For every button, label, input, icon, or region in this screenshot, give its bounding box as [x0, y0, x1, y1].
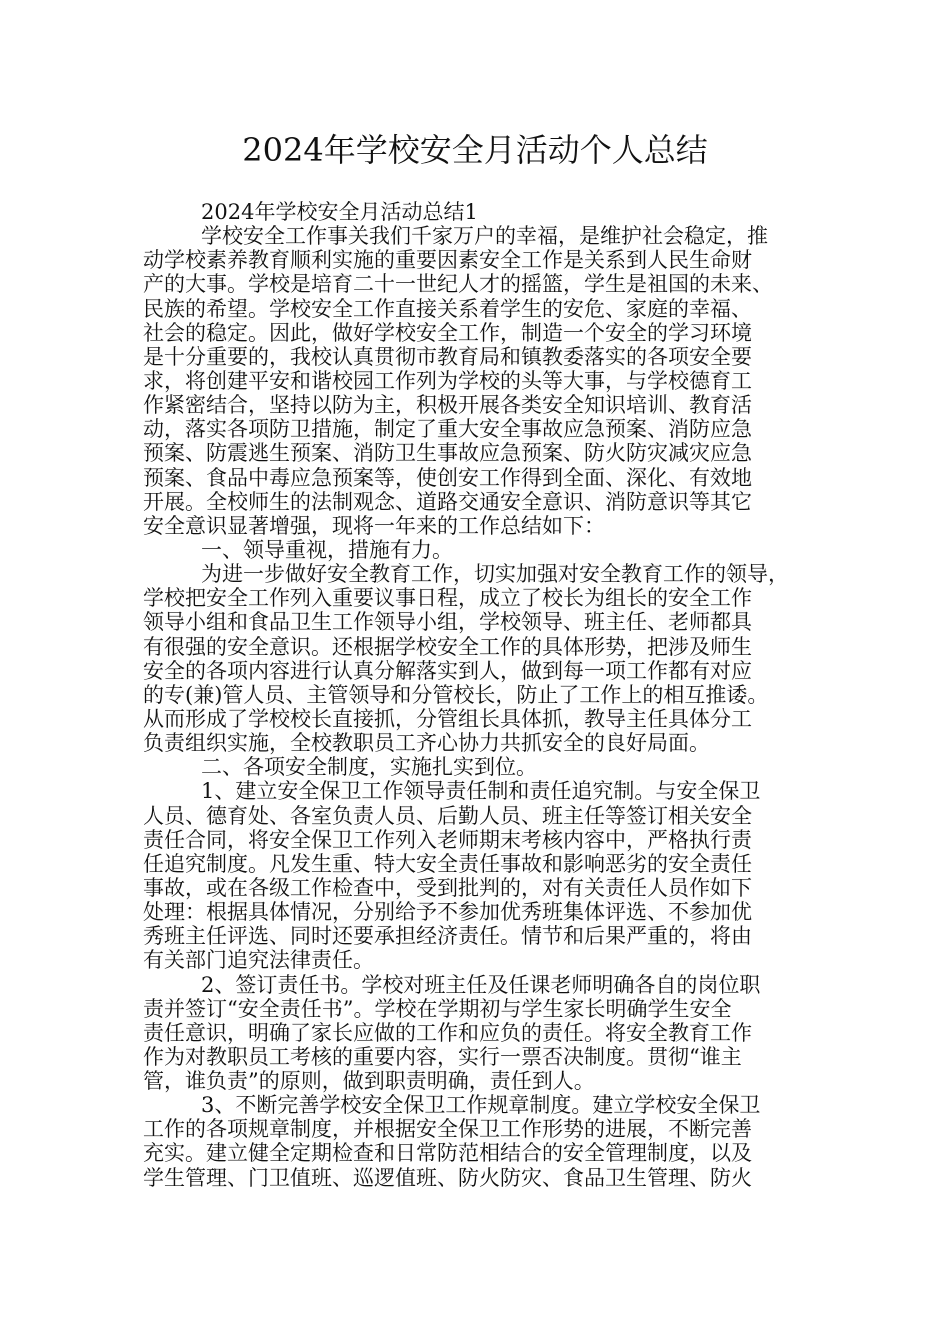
- body-text-line: 开展。全校师生的法制观念、道路交通安全意识、消防意识等其它: [143, 489, 752, 514]
- body-text-line: 是十分重要的，我校认真贯彻市教育局和镇教委落实的各项安全要: [143, 344, 752, 369]
- body-text-line: 处理：根据具体情况，分别给予不参加优秀班集体评选、不参加优: [143, 900, 752, 925]
- body-text-line: 任追究制度。凡发生重、特大安全责任事故和影响恶劣的安全责任: [143, 851, 752, 876]
- body-text-line: 二、各项安全制度，实施扎实到位。: [201, 755, 537, 780]
- body-text-line: 作为对教职员工考核的重要内容，实行一票否决制度。贯彻“谁主: [143, 1044, 742, 1069]
- body-text-line: 社会的稳定。因此，做好学校安全工作，制造一个安全的学习环境: [143, 320, 752, 345]
- body-text-line: 人员、德育处、各室负责人员、后勤人员、班主任等签订相关安全: [143, 803, 752, 828]
- body-text-line: 2024年学校安全月活动总结1: [201, 200, 478, 224]
- body-text-line: 作紧密结合，坚持以防为主，积极开展各类安全知识培训、教育活: [143, 393, 752, 418]
- body-text-line: 安全的各项内容进行认真分解落实到人，做到每一项工作都有对应: [143, 658, 752, 683]
- body-text-line: 3、不断完善学校安全保卫工作规章制度。建立学校安全保卫: [201, 1093, 761, 1118]
- body-text-line: 责并签订“安全责任书”。学校在学期初与学生家长明确学生安全: [143, 996, 732, 1021]
- body-text-line: 预案、防震逃生预案、消防卫生事故应急预案、防火防灾减灾应急: [143, 441, 752, 466]
- body-text-line: 求，将创建平安和谐校园工作列为学校的头等大事，与学校德育工: [143, 368, 752, 393]
- document-title: 2024年学校安全月活动个人总结: [242, 131, 708, 169]
- body-text-line: 学校安全工作事关我们千家万户的幸福，是维护社会稳定，推: [201, 224, 768, 249]
- body-text-line: 负责组织实施，全校教职员工齐心协力共抓安全的良好局面。: [143, 731, 710, 756]
- body-text-line: 一、领导重视，措施有力。: [201, 537, 453, 562]
- body-text-line: 的专(兼)管人员、主管领导和分管校长，防止了工作上的相互推诿。: [143, 682, 769, 707]
- body-text-line: 学生管理、门卫值班、巡逻值班、防火防灾、食品卫生管理、防火: [143, 1165, 752, 1190]
- body-text-line: 有关部门追究法律责任。: [143, 948, 374, 973]
- body-text-line: 有很强的安全意识。还根据学校安全工作的具体形势，把涉及师生: [143, 634, 752, 659]
- body-text-line: 产的大事。学校是培育二十一世纪人才的摇篮，学生是祖国的未来、: [143, 272, 773, 297]
- body-text-line: 责任意识，明确了家长应做的工作和应负的责任。将安全教育工作: [143, 1020, 752, 1045]
- body-text-line: 秀班主任评选、同时还要承担经济责任。情节和后果严重的，将由: [143, 924, 752, 949]
- body-text-line: 动学校素养教育顺利实施的重要因素安全工作是关系到人民生命财: [143, 248, 752, 273]
- body-text-line: 2、签订责任书。学校对班主任及任课老师明确各自的岗位职: [201, 972, 761, 997]
- body-text-line: 动，落实各项防卫措施，制定了重大安全事故应急预案、消防应急: [143, 417, 752, 442]
- body-text-line: 为进一步做好安全教育工作，切实加强对安全教育工作的领导，: [201, 562, 789, 587]
- body-text-line: 充实。建立健全定期检查和日常防范相结合的安全管理制度，以及: [143, 1141, 752, 1166]
- body-text-line: 领导小组和食品卫生工作领导小组，学校领导、班主任、老师都具: [143, 610, 752, 635]
- body-text-line: 工作的各项规章制度，并根据安全保卫工作形势的进展，不断完善: [143, 1117, 752, 1142]
- body-text-line: 事故，或在各级工作检查中，受到批判的，对有关责任人员作如下: [143, 875, 752, 900]
- document-body: [143, 200, 823, 1190]
- body-text-line: 从而形成了学校校长直接抓，分管组长具体抓，教导主任具体分工: [143, 706, 752, 731]
- body-text-line: 1、建立安全保卫工作领导责任制和责任追究制。与安全保卫: [201, 779, 761, 804]
- body-text-line: 责任合同，将安全保卫工作列入老师期末考核内容中，严格执行责: [143, 827, 752, 852]
- body-text-line: 安全意识显著增强，现将一年来的工作总结如下：: [143, 513, 605, 538]
- body-text-line: 预案、食品中毒应急预案等，使创安工作得到全面、深化、有效地: [143, 465, 752, 490]
- body-text-line: 学校把安全工作列入重要议事日程，成立了校长为组长的安全工作: [143, 586, 752, 611]
- body-text-line: 管，谁负责”的原则，做到职责明确，责任到人。: [143, 1069, 595, 1094]
- body-text-line: 民族的希望。学校安全工作直接关系着学生的安危、家庭的幸福、: [143, 296, 752, 321]
